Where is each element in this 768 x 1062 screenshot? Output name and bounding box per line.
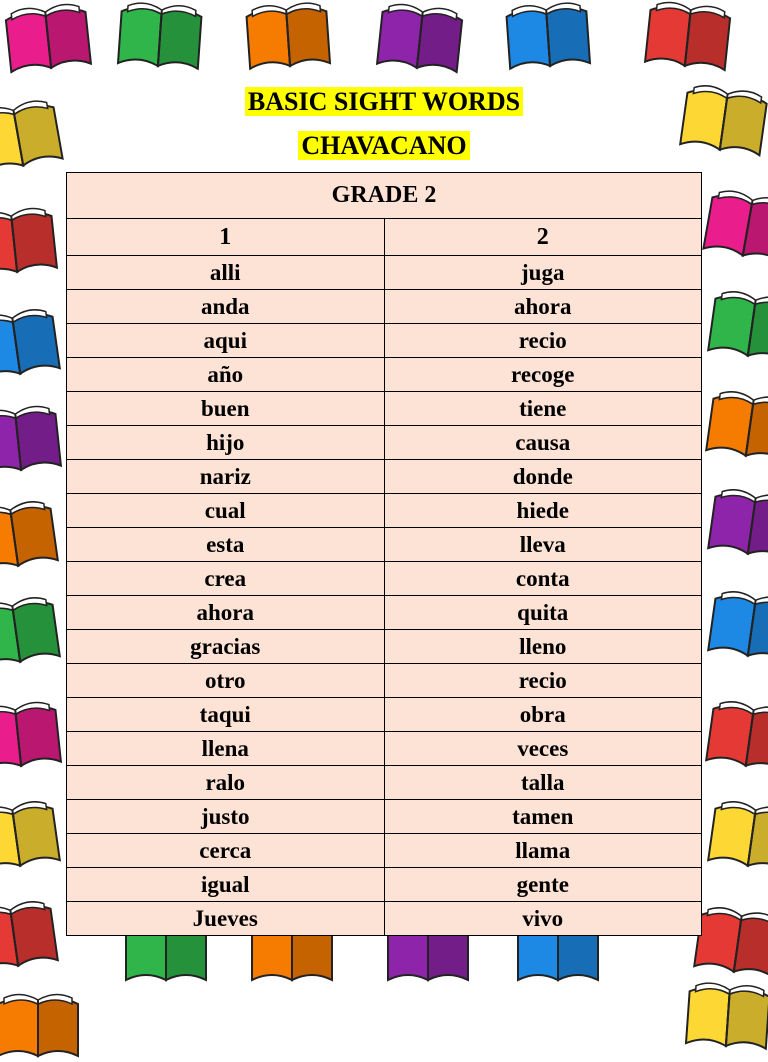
word-cell-col-2: conta <box>515 565 570 591</box>
word-cell-col-2: lleno <box>519 633 567 659</box>
book-icon <box>0 302 69 387</box>
book-icon <box>697 384 768 469</box>
book-icon <box>0 590 69 675</box>
table-row <box>67 698 701 732</box>
table-row <box>67 596 701 630</box>
table-row <box>67 562 701 596</box>
table-row <box>67 834 701 868</box>
table-row <box>67 528 701 562</box>
book-icon <box>699 482 768 567</box>
word-cell-col-2: ahora <box>514 293 572 319</box>
word-cell-col-2: tiene <box>519 395 567 421</box>
page-title: BASIC SIGHT WORDS <box>0 87 768 117</box>
word-cell-col-2: vivo <box>522 905 564 931</box>
word-cell-col-1: año <box>67 358 385 391</box>
word-cell-col-1: gracias <box>67 630 385 663</box>
book-icon <box>699 284 768 369</box>
word-cell-col-1: justo <box>67 800 385 833</box>
word-cell-col-2: recoge <box>511 361 575 387</box>
table-row <box>67 460 701 494</box>
word-cell-col-2: causa <box>515 429 571 455</box>
word-cell-col-1: aqui <box>67 324 385 357</box>
grade-heading: GRADE 2 <box>67 173 701 219</box>
table-row <box>67 800 701 834</box>
book-icon <box>694 182 768 270</box>
table-row <box>67 290 701 324</box>
word-cell-col-2: llama <box>515 837 571 863</box>
word-cell-col-1: alli <box>67 256 385 289</box>
word-cell-col-2: tamen <box>512 803 574 829</box>
word-cell-col-1: otro <box>67 664 385 697</box>
word-cell-col-2: veces <box>517 735 569 761</box>
table-row <box>67 358 701 392</box>
word-cell-col-2: quita <box>517 599 569 625</box>
table-row <box>67 868 701 902</box>
word-cell-col-2: donde <box>512 463 573 489</box>
book-icon <box>0 0 100 79</box>
table-row <box>67 664 701 698</box>
book-icon <box>678 977 768 1056</box>
table-row <box>67 392 701 426</box>
book-icon <box>0 399 70 481</box>
column-header-2: 2 <box>536 223 549 250</box>
book-icon <box>238 0 339 75</box>
word-cell-col-2: talla <box>521 769 565 795</box>
table-row <box>67 256 701 290</box>
word-cell-col-2: hiede <box>516 497 569 523</box>
word-cell-col-1: nariz <box>67 460 385 493</box>
page-subtitle: CHAVACANO <box>0 131 768 161</box>
word-cell-col-1: Jueves <box>67 902 385 935</box>
word-cell-col-1: anda <box>67 290 385 323</box>
word-cell-col-1: crea <box>67 562 385 595</box>
word-cell-col-2: recio <box>518 327 567 353</box>
table-row <box>67 494 701 528</box>
table-row <box>67 902 701 935</box>
column-header-1: 1 <box>67 219 385 255</box>
sight-words-table <box>66 172 702 936</box>
book-icon <box>0 201 66 283</box>
book-icon <box>0 494 67 579</box>
word-cell-col-1: buen <box>67 392 385 425</box>
book-icon <box>697 694 768 779</box>
book-icon <box>699 584 768 669</box>
word-cell-col-1: cerca <box>67 834 385 867</box>
word-cell-col-2: lleva <box>519 531 566 557</box>
word-cell-col-2: gente <box>516 871 569 897</box>
word-cell-col-1: taqui <box>67 698 385 731</box>
word-cell-col-1: esta <box>67 528 385 561</box>
word-cell-col-2: recio <box>518 667 567 693</box>
word-cell-col-2: obra <box>519 701 566 727</box>
book-icon <box>110 0 211 75</box>
word-cell-col-2: juga <box>521 259 565 285</box>
book-icon <box>0 695 70 777</box>
word-cell-col-1: cual <box>67 494 385 527</box>
column-header-row <box>67 219 701 256</box>
book-icon <box>636 0 739 77</box>
book-icon <box>0 894 67 979</box>
word-cell-col-1: ralo <box>67 766 385 799</box>
word-cell-col-1: igual <box>67 868 385 901</box>
word-cell-col-1: llena <box>67 732 385 765</box>
book-icon <box>0 990 86 1062</box>
book-icon <box>498 0 599 75</box>
word-cell-col-1: ahora <box>67 596 385 629</box>
table-row <box>67 732 701 766</box>
word-cell-col-1: hijo <box>67 426 385 459</box>
book-icon <box>368 0 471 79</box>
table-row <box>67 324 701 358</box>
table-row <box>67 426 701 460</box>
table-row <box>67 766 701 800</box>
book-icon <box>0 794 69 879</box>
table-row <box>67 630 701 664</box>
book-icon <box>699 794 768 879</box>
